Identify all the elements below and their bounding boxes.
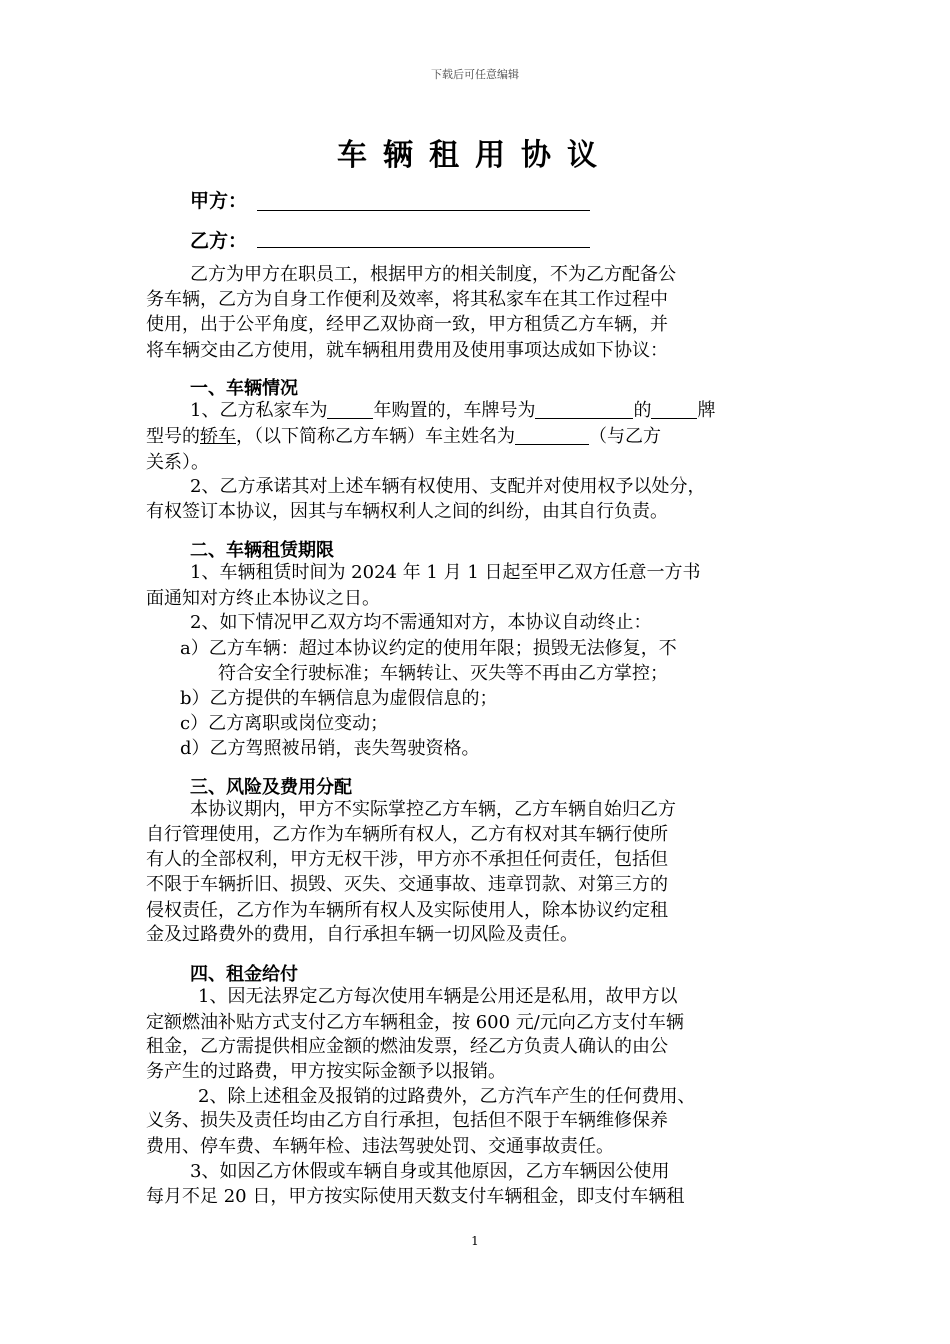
party-b-label: 乙方： — [190, 230, 248, 252]
s1-p1-line1: 1、乙方私家车为 年购置的，车牌号为 的 牌 — [190, 400, 716, 421]
party-b-blank — [257, 247, 590, 248]
intro-line: 务车辆，乙方为自身工作便利及效率，将其私家车在其工作过程中 — [146, 289, 668, 310]
s3-line: 金及过路费外的费用，自行承担车辆一切风险及责任。 — [146, 924, 578, 945]
party-a-blank — [257, 210, 590, 211]
s4-line: 1、因无法界定乙方每次使用车辆是公用还是私用，故甲方以 — [198, 986, 678, 1007]
s2-item: 符合安全行驶标准；车辆转让、灭失等不再由乙方掌控； — [218, 663, 668, 684]
s1-p2-line: 2、乙方承诺其对上述车辆有权使用、支配并对使用权予以处分， — [190, 476, 706, 497]
section-1-heading: 一、车辆情况 — [190, 378, 298, 399]
intro-line: 乙方为甲方在职员工，根据甲方的相关制度，不为乙方配备公 — [190, 264, 676, 285]
owner-blank — [515, 426, 589, 445]
s3-line: 侵权责任，乙方作为车辆所有权人及实际使用人，除本协议约定租 — [146, 900, 668, 921]
s2-item: d）乙方驾照被吊销，丧失驾驶资格。 — [180, 738, 480, 759]
s4-line: 务产生的过路费，甲方按实际金额予以报销。 — [146, 1061, 506, 1082]
plate-blank — [535, 400, 633, 419]
section-3-heading: 三、风险及费用分配 — [190, 777, 352, 798]
header-note: 下载后可任意编辑 — [431, 68, 519, 81]
s4-line: 定额燃油补贴方式支付乙方车辆租金，按 600 元/元向乙方支付车辆 — [146, 1012, 684, 1033]
section-2-heading: 二、车辆租赁期限 — [190, 540, 334, 561]
year-blank — [327, 400, 373, 419]
s4-line: 租金，乙方需提供相应金额的燃油发票，经乙方负责人确认的由公 — [146, 1036, 668, 1057]
s2-p1-line: 面通知对方终止本协议之日。 — [146, 588, 380, 609]
s2-p1-line: 1、车辆租赁时间为 2024 年 1 月 1 日起至甲乙双方任意一方书 — [190, 562, 701, 583]
s3-line: 本协议期内，甲方不实际掌控乙方车辆，乙方车辆自始归乙方 — [190, 799, 676, 820]
s4-line: 3、如因乙方休假或车辆自身或其他原因，乙方车辆因公使用 — [190, 1161, 670, 1182]
page-number: 1 — [471, 1234, 479, 1248]
party-a-label: 甲方： — [190, 190, 248, 212]
s2-p2: 2、如下情况甲乙双方均不需通知对方，本协议自动终止： — [190, 612, 652, 633]
s2-item: b）乙方提供的车辆信息为虚假信息的； — [180, 688, 498, 709]
s2-item: a）乙方车辆：超过本协议约定的使用年限；损毁无法修复，不 — [180, 638, 677, 659]
s3-line: 自行管理使用，乙方作为车辆所有权人，乙方有权对其车辆行使所 — [146, 824, 668, 845]
intro-line: 将车辆交由乙方使用，就车辆租用费用及使用事项达成如下协议： — [146, 340, 668, 361]
s1-p1-line3: 关系）。 — [146, 452, 209, 473]
s1-p2-line: 有权签订本协议，因其与车辆权利人之间的纠纷，由其自行负责。 — [146, 501, 668, 522]
intro-line: 使用，出于公平角度，经甲乙双协商一致，甲方租赁乙方车辆，并 — [146, 314, 668, 335]
s4-line: 每月不足 20 日，甲方按实际使用天数支付车辆租金，即支付车辆租 — [146, 1186, 685, 1207]
brand-blank — [651, 400, 697, 419]
s1-p1-line2: 型号的轿车，（以下简称乙方车辆）车主姓名为 （与乙方 — [146, 426, 661, 447]
s2-item: c）乙方离职或岗位变动； — [180, 713, 389, 734]
s4-line: 义务、损失及责任均由乙方自行承担，包括但不限于车辆维修保养 — [146, 1110, 668, 1131]
s4-line: 费用、停车费、车辆年检、违法驾驶处罚、交通事故责任。 — [146, 1136, 614, 1157]
s3-line: 不限于车辆折旧、损毁、灭失、交通事故、违章罚款、对第三方的 — [146, 874, 668, 895]
s3-line: 有人的全部权利，甲方无权干涉，甲方亦不承担任何责任，包括但 — [146, 849, 668, 870]
document-title: 车辆租用协议 — [337, 138, 613, 173]
section-4-heading: 四、租金给付 — [190, 964, 298, 985]
s4-line: 2、除上述租金及报销的过路费外，乙方汽车产生的任何费用、 — [198, 1086, 696, 1107]
